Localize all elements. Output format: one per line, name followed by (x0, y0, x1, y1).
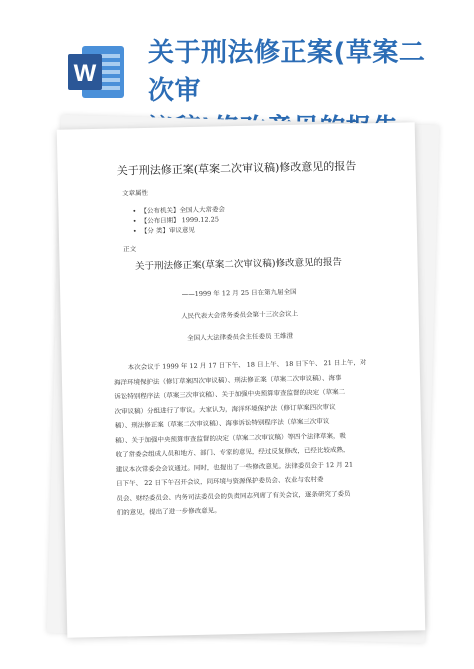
paragraph-line: 员会、财经委员会、内务司法委员会的负责同志列席了有关会议，逐条研究了委员 (116, 489, 351, 503)
paragraph-line: 诉讼特别程序法（草案三次审议稿）、关于加强中央预算审查监督的决定（草案二 (114, 387, 346, 401)
page-title: 关于刑法修正案(草案二次审 (148, 38, 426, 106)
paragraph-line: 建议本次常委会会议通过。同时，也提出了一些修改意见。法律委员会于 12 月 21 (115, 460, 354, 474)
meta-item: • 【公布日期】 1999.12.25 (132, 215, 220, 226)
assembly-line: 人民代表大会常务委员会第十三次会议上 (181, 309, 299, 321)
logo-letter: W (73, 60, 97, 87)
body-paragraph (114, 355, 375, 520)
paragraph-line: 海洋环境保护法（修订草案四次审议稿）、刑法修正案（草案二次审议稿）、海事 (113, 373, 342, 387)
paragraph-line: 稿）、刑法修正案（草案二次审议稿）、海事诉讼特别程序法（草案三次审议 (114, 417, 330, 430)
paragraph-line: 们的意见，提出了进一步修改意见。 (116, 506, 221, 517)
meta-item: • 【公布机关】全国人大常委会 (132, 205, 226, 216)
paragraph-line: 收了常委会组成人员和地方、部门、专家的意见，经过反复修改，已经比较成熟， (115, 445, 350, 459)
paragraph-line: 稿）、关于加强中央预算审查监督的决定（草案二次审议稿）等四个法律草案，吸 (115, 431, 347, 445)
date-line: ——1999 年 12 月 25 日在第九届全国 (181, 287, 297, 299)
word-document-icon (64, 40, 128, 104)
speaker-line: 全国人大法律委员会主任委员 王维澄 (186, 331, 294, 343)
meta-heading: 文章属性 (121, 188, 149, 198)
bullet-icon: • (132, 227, 137, 236)
bullet-icon: • (132, 207, 137, 216)
meta-list (132, 204, 225, 236)
body-title: 关于刑法修正案(草案二次审议稿)修改意见的报告 (135, 256, 343, 273)
body-heading: 正文 (123, 245, 137, 254)
meta-item: • 【分 类】审议意见 (132, 225, 196, 236)
document-title: 关于刑法修正案(草案二次审议稿)修改意见的报告 (116, 159, 357, 178)
bullet-icon: • (132, 217, 137, 226)
document-page (57, 122, 426, 637)
paragraph-line: 次审议稿）分组进行了审议。大家认为，海洋环境保护法（修订草案四次审议 (114, 402, 336, 416)
paragraph-line: 本次会议于 1999 年 12 月 17 日下午、 18 日上午、 18 日下午、 21 日上午，对 (127, 358, 367, 372)
paragraph-line: 日下午、 22 日下午召开会议，同环境与资源保护委员会、农业与农村委 (116, 475, 324, 488)
